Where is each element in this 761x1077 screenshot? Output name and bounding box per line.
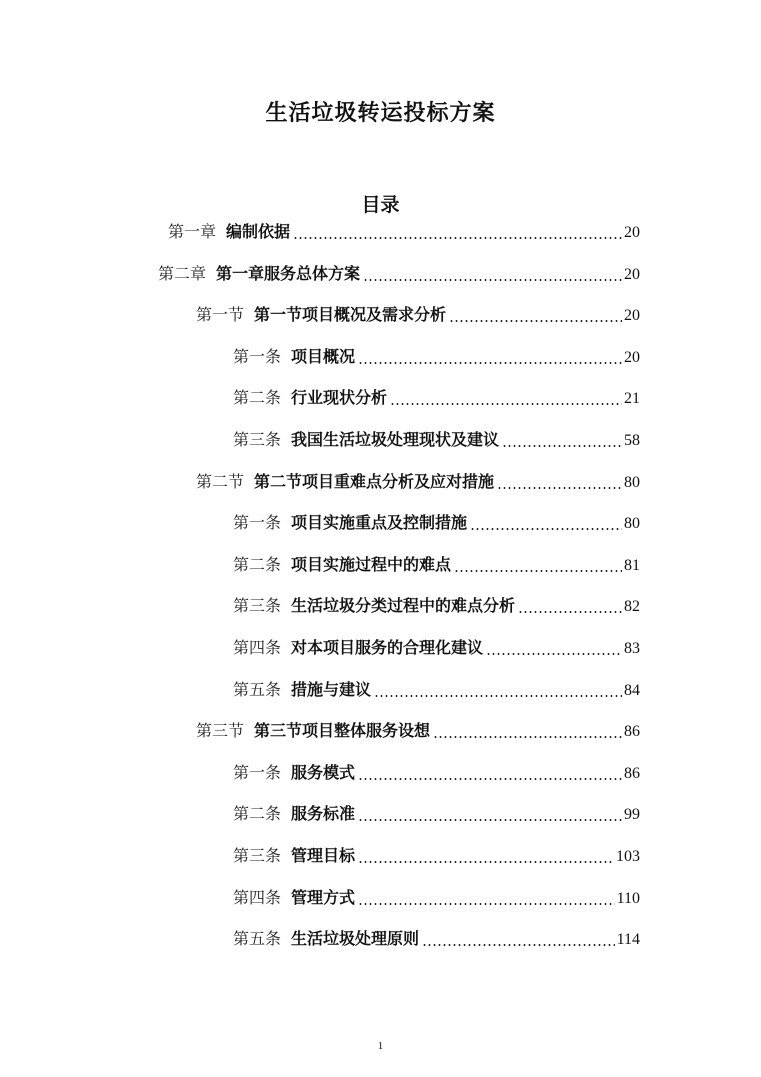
toc-entry-page: 114 bbox=[616, 931, 640, 949]
toc-entry-title: 行业现状分析 bbox=[291, 390, 388, 408]
toc-entry-page: 58 bbox=[624, 432, 640, 449]
dot-leader bbox=[358, 819, 622, 821]
toc-entry-prefix: 第一节 bbox=[196, 307, 245, 325]
toc-entry-title: 生活垃圾处理原则 bbox=[291, 931, 420, 949]
toc-heading: 目录 bbox=[361, 195, 400, 216]
page-number: 1 bbox=[377, 1040, 384, 1052]
toc-entry-title: 管理方式 bbox=[291, 889, 356, 907]
toc-entry[interactable] bbox=[233, 886, 640, 910]
toc-entry-title: 项目概况 bbox=[291, 348, 356, 366]
toc-entry-title: 我国生活垃圾处理现状及建议 bbox=[291, 432, 500, 449]
toc-entry-page: 20 bbox=[624, 224, 640, 241]
toc-entry-page: 20 bbox=[624, 265, 640, 283]
toc-entry[interactable] bbox=[233, 511, 640, 535]
toc-entry[interactable] bbox=[158, 262, 640, 286]
dot-leader bbox=[433, 736, 622, 738]
toc-entry[interactable] bbox=[233, 844, 640, 868]
toc-entry[interactable] bbox=[233, 594, 640, 618]
dot-leader bbox=[449, 320, 622, 322]
toc-entry[interactable] bbox=[233, 386, 640, 410]
toc-entry[interactable] bbox=[233, 636, 640, 660]
dot-leader bbox=[358, 861, 614, 863]
toc-entry-prefix: 第五条 bbox=[233, 681, 282, 699]
toc-entry-title: 第三节项目整体服务设想 bbox=[254, 723, 431, 741]
toc-entry-title: 生活垃圾分类过程中的难点分析 bbox=[291, 598, 516, 616]
toc-entry[interactable] bbox=[233, 428, 640, 452]
toc-entry-page: 86 bbox=[624, 723, 640, 741]
toc-entry[interactable] bbox=[168, 220, 640, 244]
toc-entry-prefix: 第一条 bbox=[233, 764, 282, 782]
toc-entry-prefix: 第一条 bbox=[233, 515, 282, 533]
toc-entry-page: 81 bbox=[624, 556, 640, 574]
toc-entry[interactable] bbox=[233, 802, 640, 826]
toc-entry[interactable] bbox=[196, 303, 640, 327]
toc-entry-prefix: 第四条 bbox=[233, 889, 282, 907]
dot-leader bbox=[363, 279, 622, 281]
dot-leader bbox=[358, 362, 622, 364]
toc-entry[interactable] bbox=[196, 719, 640, 743]
toc-entry-prefix: 第二条 bbox=[233, 556, 282, 574]
toc-entry[interactable] bbox=[233, 345, 640, 369]
dot-leader bbox=[518, 611, 622, 613]
dot-leader bbox=[374, 695, 622, 697]
toc-entry-page: 103 bbox=[616, 848, 640, 865]
toc-entry-prefix: 第五条 bbox=[233, 931, 282, 949]
toc-entry-page: 84 bbox=[624, 681, 640, 699]
toc-entry-prefix: 第二条 bbox=[233, 806, 282, 824]
dot-leader bbox=[358, 903, 615, 905]
toc-entry-title: 措施与建议 bbox=[291, 681, 372, 699]
toc-entry[interactable] bbox=[233, 927, 640, 951]
dot-leader bbox=[486, 653, 622, 655]
toc-entry-prefix: 第一条 bbox=[233, 348, 282, 366]
dot-leader bbox=[422, 944, 615, 946]
toc-entry-page: 83 bbox=[624, 640, 640, 657]
toc-entry-title: 项目实施过程中的难点 bbox=[291, 556, 452, 574]
dot-leader bbox=[454, 570, 622, 572]
toc-entry-title: 服务标准 bbox=[291, 806, 356, 824]
toc-entry-prefix: 第三条 bbox=[233, 598, 282, 616]
toc-entry-page: 20 bbox=[624, 348, 640, 366]
toc-entry-title: 第一节项目概况及需求分析 bbox=[254, 307, 447, 325]
toc-entry-page: 80 bbox=[624, 473, 640, 491]
document-title: 生活垃圾转运投标方案 bbox=[265, 100, 496, 125]
dot-leader bbox=[502, 445, 622, 447]
toc-entry-page: 110 bbox=[616, 889, 640, 907]
toc-entry-prefix: 第一章 bbox=[168, 224, 217, 241]
toc-entry-title: 管理目标 bbox=[291, 848, 356, 865]
toc-entry-title: 第一章服务总体方案 bbox=[216, 265, 361, 283]
toc-entry-title: 对本项目服务的合理化建议 bbox=[291, 640, 484, 657]
toc-entry[interactable] bbox=[196, 470, 640, 494]
toc-entry-prefix: 第二节 bbox=[196, 473, 245, 491]
toc-entry-page: 80 bbox=[624, 515, 640, 533]
dot-leader bbox=[470, 528, 622, 530]
toc-entry-title: 服务模式 bbox=[291, 764, 356, 782]
toc-entry-prefix: 第三节 bbox=[196, 723, 245, 741]
toc-entry-page: 99 bbox=[624, 806, 640, 824]
toc-entry-title: 项目实施重点及控制措施 bbox=[291, 515, 468, 533]
toc-entry[interactable] bbox=[233, 761, 640, 785]
toc-entry-prefix: 第二条 bbox=[233, 390, 282, 408]
toc-entry-prefix: 第三条 bbox=[233, 432, 282, 449]
toc-entry[interactable] bbox=[233, 553, 640, 577]
toc-entry-page: 86 bbox=[624, 764, 640, 782]
toc-entry-prefix: 第四条 bbox=[233, 640, 282, 657]
toc-entry-title: 第二节项目重难点分析及应对措施 bbox=[254, 473, 495, 491]
toc-entry-prefix: 第二章 bbox=[158, 265, 207, 283]
toc-entry-page: 21 bbox=[624, 390, 640, 408]
dot-leader bbox=[358, 778, 622, 780]
dot-leader bbox=[390, 403, 622, 405]
toc-entry-prefix: 第三条 bbox=[233, 848, 282, 865]
toc-entry[interactable] bbox=[233, 678, 640, 702]
toc-entry-page: 82 bbox=[624, 598, 640, 616]
toc-entry-page: 20 bbox=[624, 307, 640, 325]
toc-entry-title: 编制依据 bbox=[226, 224, 291, 241]
dot-leader bbox=[497, 487, 622, 489]
dot-leader bbox=[293, 237, 622, 239]
